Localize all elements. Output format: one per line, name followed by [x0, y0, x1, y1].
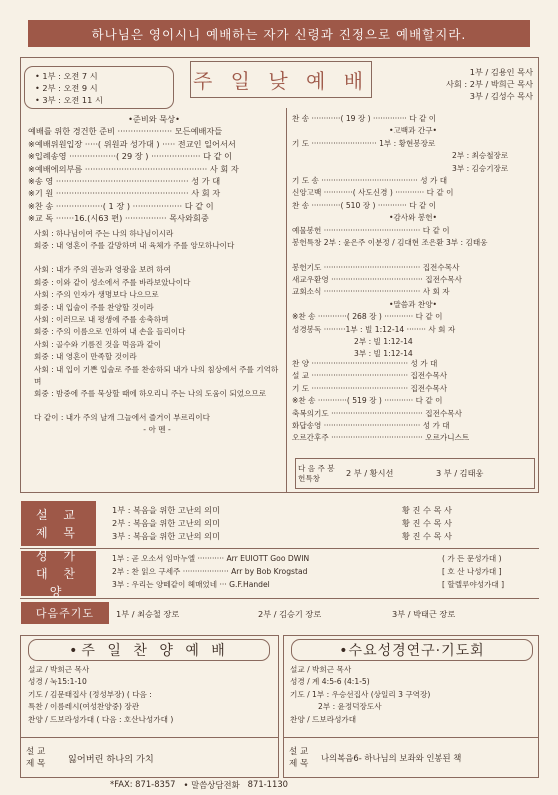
reading-line: 회중 : 내 영혼이 만족할 것이라	[34, 352, 137, 362]
service-times-box	[24, 66, 174, 109]
service-time-3: • 3부 : 오전 11 시	[35, 94, 103, 105]
section-word-heading: •말씀과 찬양•	[388, 299, 438, 309]
next-week-p3: 3 부 / 김태웅	[436, 468, 484, 478]
order-item: ※예배위원입장 ·····( 위원과 성가대 ) ····· 전교인 일어서서	[28, 138, 236, 149]
order-item: ※찬 송 ··················( 1 장 ) ··················· 다 같 이	[28, 200, 214, 211]
column-divider	[286, 108, 287, 492]
reading-line: 사회 : 하나님이여 주는 나의 하나님이시라	[34, 229, 174, 238]
order-item: 3부 : 빌 1:12-14	[354, 349, 413, 359]
wednesday-line: 설교 / 박희근 목사	[290, 665, 352, 674]
wednesday-line: 성경 / 계 4:5-6 (4:1-5)	[290, 677, 370, 687]
sunday-sermon-box	[20, 737, 279, 778]
order-item: 성경봉독 ·········1부 : 빌 1:12-14 ········ 사 회 자	[292, 324, 456, 334]
sunday-praise-lines	[28, 664, 276, 726]
next-week-special	[295, 458, 535, 489]
right-order-list-bottom	[292, 358, 534, 445]
reading-line: 회중 : 이와 같이 성소에서 주를 바라보았나이다	[34, 277, 191, 287]
order-item: 예물봉헌 ········································ 다 같 이	[292, 225, 450, 235]
choir-group-2: [ 호 산 나성가대 ]	[442, 567, 502, 576]
sunday-line: 성경 / 눅15:1-10	[28, 677, 87, 687]
reading-line: 사회 : 주의 인자가 생명보다 나으므로	[34, 290, 159, 300]
sermon-row	[112, 530, 532, 543]
order-item: 예배를 위한 경건한 준비 ····················· 모든예배자들	[28, 126, 223, 137]
reading-line: 다 같이 : 내가 주의 날개 그늘에서 즐거이 부르리이다	[34, 412, 210, 422]
order-item: 기 도 ··························· 1부 : 황현봉장로	[292, 138, 436, 148]
sermon-preacher-1: 황 진 수 목 사	[402, 505, 452, 515]
order-item: ※입례송영 ··················( 29 장 ) ··················· 다 같 이	[28, 151, 233, 162]
choir-label	[21, 548, 96, 599]
responsive-reading	[34, 228, 280, 436]
order-item: 찬 송 ············( 510 장 ) ············ 다 같 이	[292, 200, 437, 210]
service-time-2: • 2부 : 오전 9 시	[35, 82, 98, 93]
sunday-sermon-title: 잃어버린 하나의 가치	[68, 754, 154, 765]
order-item: 3부 : 김승기장로	[452, 163, 509, 173]
order-item: 2부 : 빌 1:12-14	[354, 337, 413, 347]
scripture-banner: 하나님은 영이시니 예배하는 자가 신령과 진정으로 예배할지라.	[28, 20, 530, 47]
section-offering-heading: •감사와 봉헌•	[388, 213, 438, 223]
wednesday-sermon-label: 설 교 제 목	[289, 747, 309, 769]
reading-line: 사회 : 내 입이 기쁜 입술로 주를 찬송하되 내가 나의 침상에서 주를 기억하며	[34, 364, 279, 386]
sermon-label-text: 설 교 제 목	[36, 507, 81, 540]
choir-row	[112, 578, 537, 591]
leader-1: 1부 / 김용인 목사	[469, 67, 533, 77]
left-order-list	[28, 113, 280, 225]
choir-piece-2: 2부 : 찬 읽으 구세주 ··················· Arr by Bob Krogstad	[112, 567, 308, 576]
sunday-line: 찬양 / 드보라성가대 ( 다음 : 호산나성가대 )	[28, 714, 174, 724]
order-item: ※교 독 ·······16.(시63 편) ················ 목사와회중	[28, 213, 209, 224]
reading-line: 사회 : 골수와 기름진 것을 먹음과 같이	[34, 339, 162, 349]
section-prep-heading: •준비와 묵상•	[128, 114, 180, 124]
order-item: 설 교 ········································ 집전수목사	[292, 371, 448, 381]
order-item: 찬 양 ········································ 성 가 대	[292, 359, 438, 368]
order-item: 새교우환영 ······································ 집전수목사	[292, 275, 462, 285]
choir-group-3: [ 할렐루야성가대 ]	[442, 580, 505, 589]
sermon-rows	[112, 504, 532, 543]
section-confession-heading: •고백과 간구•	[388, 126, 438, 136]
leader-2: 사회 : 2부 / 박희근 목사	[445, 79, 533, 89]
reading-line: 회중 : 밤중에 주를 묵상할 때에 하오리니 주는 나의 도움이 되었으므로	[34, 388, 267, 398]
choir-row	[112, 552, 537, 565]
order-item: 오르간후주 ······································ 오르가니스트	[292, 433, 470, 443]
counsel-phone-label: • 말씀상담전화	[183, 780, 240, 790]
sermon-title-3: 3부 : 복음을 위한 고난의 의미	[112, 531, 220, 541]
choir-label-text: 성 가 대 찬 양	[36, 548, 81, 599]
order-item: 기 도 ········································ 집전수목사	[292, 383, 448, 393]
wednesday-sermon-box	[283, 737, 539, 778]
order-item: ※기 원 ··················································· 사 회 자	[28, 188, 221, 199]
service-leaders	[378, 66, 533, 102]
reading-line: 회중 : 내 입술이 주를 찬양할 것이라	[34, 302, 154, 312]
next-prayer-p3: 3부 / 박태근 장로	[392, 609, 456, 619]
wednesday-sermon-title: 나의복음6- 하나님의 보좌와 인봉된 책	[321, 753, 462, 763]
next-prayer-p2: 2부 / 김승기 장로	[258, 609, 322, 619]
right-order-list	[292, 113, 534, 361]
order-item: ※예배에의부름 ··············································· 사 회 자	[28, 163, 239, 174]
order-item: 화답송영 ········································ 성 가 대	[292, 420, 450, 430]
choir-group-1: ( 가 든 문성가대 )	[442, 554, 502, 563]
leader-3: 3부 / 김성수 목사	[469, 91, 533, 101]
choir-rule	[20, 598, 539, 599]
order-item: 봉헌기도 ········································ 집전수목사	[292, 262, 460, 272]
counsel-phone-number: 871-1130	[247, 779, 288, 789]
order-item: 2부 : 최승철장로	[452, 151, 509, 161]
sermon-row	[112, 517, 532, 530]
reading-line: 회중 : 내 영혼이 주를 갈망하며 내 육체가 주를 앙모하나이다	[34, 241, 235, 251]
service-time-1: • 1부 : 오전 7 시	[35, 70, 98, 81]
sermon-label	[21, 501, 96, 546]
reading-line: 회중 : 주의 이름으로 인하여 내 손을 들리이다	[34, 327, 186, 337]
wednesday-title: •수요성경연구·기도회	[291, 639, 533, 661]
choir-piece-1: 1부 : 곧 오소서 임마누엘 ··········· Arr EUIOTT Goo DWIN	[112, 554, 310, 563]
sermon-row	[112, 504, 532, 517]
next-prayer-p1: 1부 / 최승철 장로	[116, 609, 180, 619]
choir-row	[112, 565, 537, 578]
wednesday-line: 2부 : 윤정덕장도사	[318, 702, 382, 712]
sunday-line: 설교 / 박희근 목사	[28, 665, 90, 674]
order-item: ※찬 송 ············( 268 장 ) ············ 다 같 이	[292, 312, 443, 322]
sermon-preacher-2: 황 진 수 목 사	[402, 518, 452, 528]
choir-rows	[112, 552, 537, 591]
order-item: 찬 송 ············( 19 장 ) ·············· 다 같 이	[292, 114, 437, 123]
sermon-rule	[20, 548, 539, 549]
order-item: 교회소식 ········································ 사 회 자	[292, 287, 450, 297]
footer	[110, 779, 450, 793]
sermon-title-1: 1부 : 복음을 위한 고난의 의미	[112, 505, 220, 515]
next-week-label: 다 음 주 봉헌특창	[298, 463, 335, 483]
order-item: 기 도 송 ········································ 성 가 대	[292, 175, 448, 185]
sermon-title-2: 2부 : 복음을 위한 고난의 의미	[112, 518, 220, 528]
sunday-sermon-label: 설 교 제 목	[26, 747, 46, 769]
reading-amen: - 아 멘 -	[143, 424, 171, 434]
order-item: 축복의기도 ······································ 집전수목사	[292, 408, 462, 418]
wednesday-line: 기도 / 1부 : 우승선집사 (상일리 3 구역장)	[290, 689, 431, 699]
next-prayer-label: 다음주기도	[21, 602, 109, 624]
reading-line: 사회 : 내가 주의 권능과 영광을 보려 하여	[34, 265, 171, 275]
choir-piece-3: 3부 : 우리는 양떼같이 헤매었네 ··· G.F.Handel	[112, 580, 270, 589]
order-item: 봉헌특창 2부 : 윤은주 이분정 / 김대현 조은환 3부 : 김태웅	[292, 237, 488, 247]
fax-number: *FAX: 871-8357	[110, 779, 176, 789]
reading-line: 사회 : 이러므로 내 평생에 주를 송축하며	[34, 314, 169, 324]
sunday-praise-title: •주 일 찬 양 예 배	[28, 639, 270, 661]
main-service-title: 주 일 낮 예 배	[190, 61, 372, 98]
sunday-line: 기도 / 김문태집사 (정성부장) ( 다음 :	[28, 689, 152, 699]
next-week-p2: 2 부 / 황시선	[346, 468, 394, 478]
sermon-preacher-3: 황 진 수 목 사	[402, 531, 452, 541]
order-item: 신앙고백 ············( 사도신경 ) ············ 다 같 이	[292, 188, 454, 198]
order-item: ※찬 송 ············( 519 장 ) ············ 다 같 이	[292, 396, 443, 406]
wednesday-line: 찬양 / 드보라성가대	[290, 714, 357, 724]
order-item: ※송 영 ··················································· 성 가 대	[28, 175, 221, 186]
sunday-line: 특찬 / 이름레시(여성찬양중) 장관	[28, 702, 140, 712]
wednesday-lines	[290, 664, 536, 726]
